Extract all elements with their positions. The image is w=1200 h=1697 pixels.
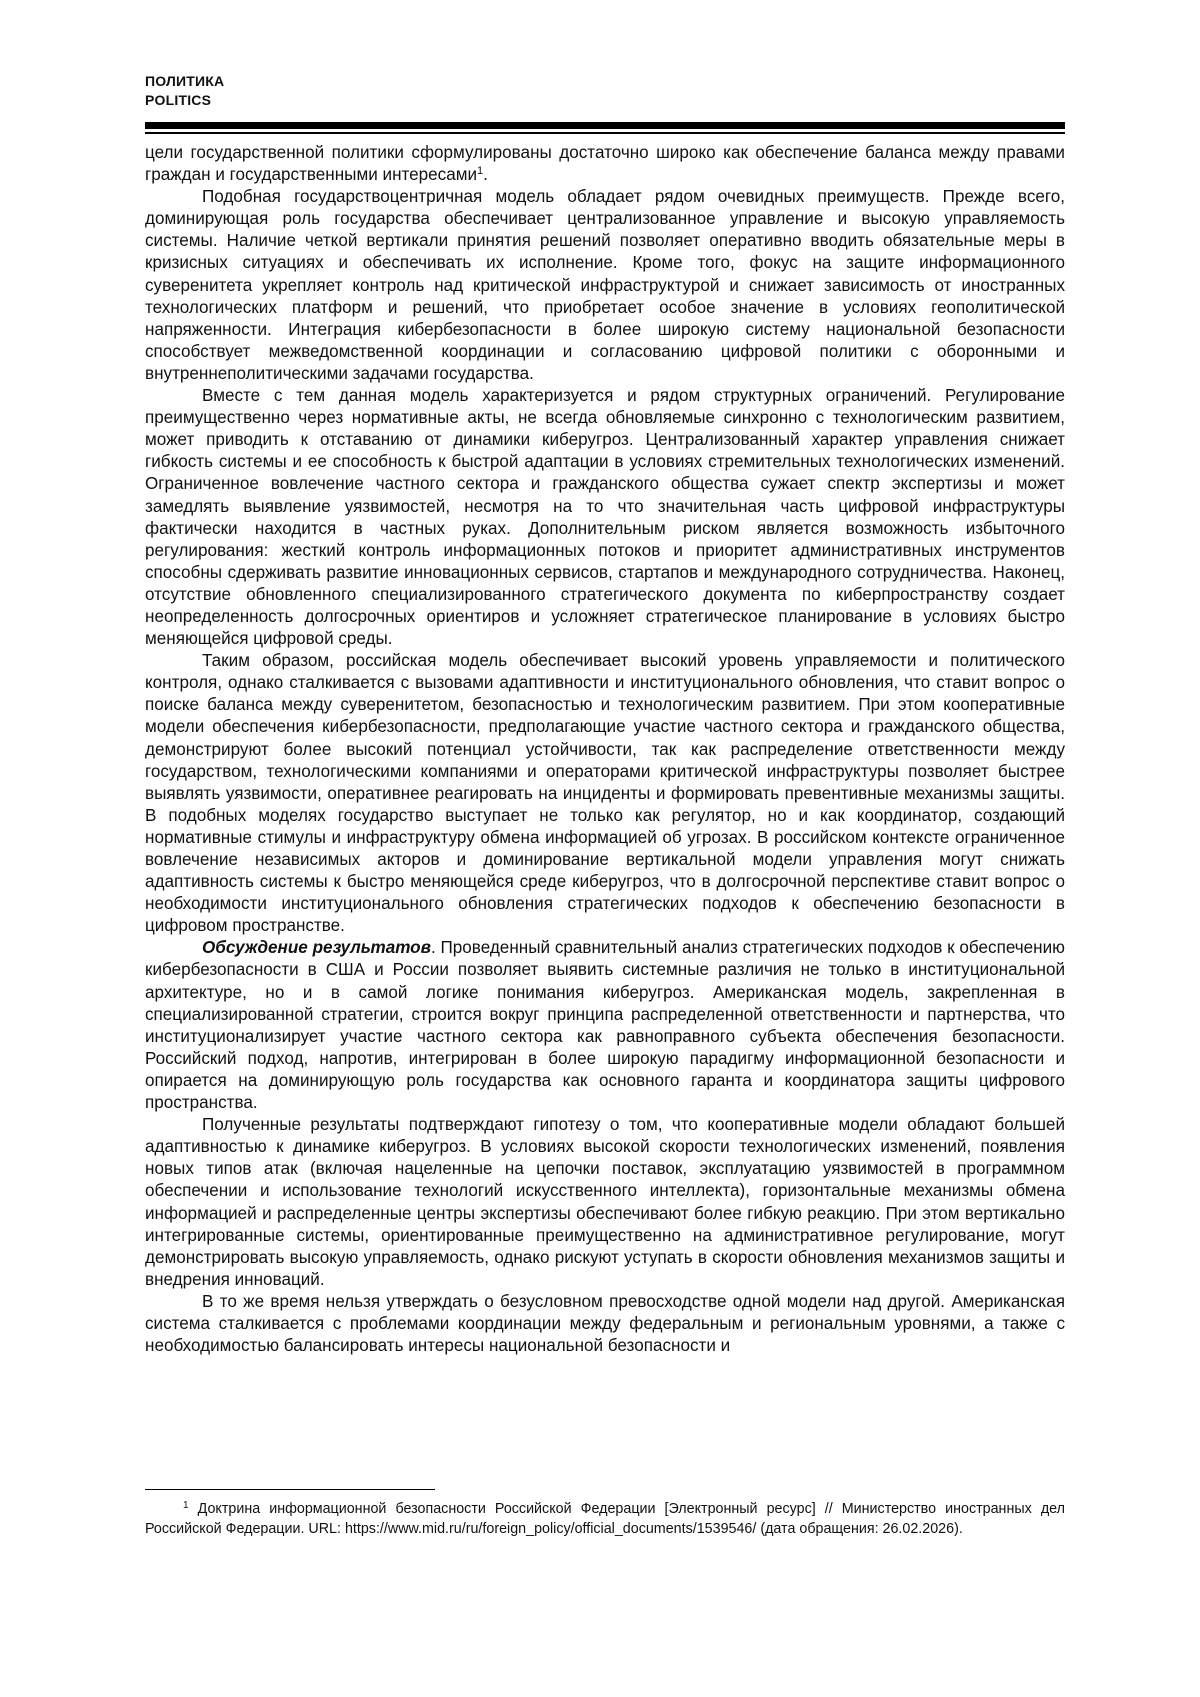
- paragraph-6: Полученные результаты подтверждают гипотезу о том, что кооперативные модели обладают большей адаптивностью к динамике киберугроз. В условиях высокой скорости технологических изменений, появления новых типов атак (включая нацеленные на цепочки поставок, эксплуатацию уязвимостей в программном обеспечении и использование технологий искусственного интеллекта), горизонтальные механизмы обмена информацией и распределенные центры экспертизы обеспечивают более гибкую реакцию. При этом вертикально интегрированные системы, ориентированные преимущественно на административное регулирование, могут демонстрировать высокую управляемость, однако рискуют уступать в скорости обновления механизмов защиты и внедрения инноваций.: [145, 1115, 1065, 1289]
- running-header: [145, 72, 1065, 110]
- paragraph-1: [145, 142, 1065, 186]
- paragraph-5-text: . Проведенный сравнительный анализ стратегических подходов к обеспечению кибербезопасности в США и России позволяет выявить системные различия не только в институциональной архитектуре, но и в самой логике понимания киберугроз. Американская модель, закрепленная в специализированной стратегии, строится вокруг принципа распределенной ответственности и партнерства, что институционализирует участие частного сектора как равноправного субъекта обеспечения безопасности. Российский подход, напротив, интегрирован в более широкую парадигму информационной безопасности и опирается на доминирующую роль государства как основного гаранта и координатора защиты цифрового пространства.: [145, 938, 1065, 1113]
- paragraph-3: Вместе с тем данная модель характеризуется и рядом структурных ограничений. Регулирование преимущественно через нормативные акты, не всегда обновляемые синхронно с технологическим развитием, может приводить к отставанию от динамики киберугроз. Централизованный характер управления снижает гибкость системы и ее способность к быстрой адаптации в условиях стремительных технологических изменений. Ограниченное вовлечение частного сектора и гражданского общества сужает спектр экспертизы и может замедлять выявление уязвимостей, несмотря на то что значительная часть цифровой инфраструктуры фактически находится в частных руках. Дополнительным риском является возможность избыточного регулирования: жесткий контроль информационных потоков и приоритет административных инструментов способны сдерживать развитие инновационных сервисов, стартапов и международного сотрудничества. Наконец, отсутствие обновленного специализированного стратегического документа по киберпространству создает неопределенность долгосрочных ориентиров и усложняет стратегическое планирование в условиях быстро меняющейся цифровой среды.: [145, 386, 1065, 649]
- footnote-ref-1: 1: [477, 165, 484, 178]
- footnote-text: Доктрина информационной безопасности Российской Федерации [Электронный ресурс] // Министерство иностранных дел Российской Федерации. URL: https://www.mid.ru/ru/foreign_policy/official_documents/1539546/ (дата обращения: 26.02.2026).: [145, 1501, 1065, 1537]
- footnote-1: [145, 1499, 1065, 1539]
- header-rule-thick: [145, 122, 1065, 129]
- header-rule-thin: [145, 132, 1065, 134]
- discussion-heading: Обсуждение результатов: [202, 938, 431, 958]
- footnote-separator: [145, 1489, 435, 1490]
- section-title-ru: ПОЛИТИКА: [145, 73, 225, 89]
- footnote-number: 1: [183, 1500, 189, 1511]
- paragraph-2: Подобная государствоцентричная модель обладает рядом очевидных преимуществ. Прежде всего, доминирующая роль государства обеспечивает централизованное управление и высокую управляемость системы. Наличие четкой вертикали принятия решений позволяет оперативно вводить обязательные меры в кризисных ситуациях и обеспечивать их исполнение. Кроме того, фокус на защите информационного суверенитета укрепляет контроль над критической инфраструктурой и снижает зависимость от иностранных технологических платформ и решений, что приобретает особое значение в условиях геополитической напряженности. Интеграция кибербезопасности в более широкую систему национальной безопасности способствует межведомственной координации и согласованию цифровой политики с оборонными и внутреннеполитическими задачами государства.: [145, 187, 1065, 383]
- paragraph-7: В то же время нельзя утверждать о безусловном превосходстве одной модели над другой. Американская система сталкивается с проблемами координации между федеральным и региональным уровнями, а также с необходимостью балансировать интересы национальной безопасности и: [145, 1291, 1065, 1356]
- section-title-en: POLITICS: [145, 92, 212, 108]
- paragraph-5: [145, 937, 1065, 1114]
- paragraph-4: Таким образом, российская модель обеспечивает высокий уровень управляемости и политического контроля, однако сталкивается с вызовами адаптивности и институционального обновления, что ставит вопрос о поиске баланса между суверенитетом, безопасностью и технологическим развитием. При этом кооперативные модели обеспечения кибербезопасности, предполагающие участие частного сектора и гражданского общества, демонстрируют более высокий потенциал устойчивости, так как распределение ответственности между государством, технологическими компаниями и операторами критической инфраструктуры позволяет быстрее выявлять уязвимости, оперативнее реагировать на инциденты и формировать превентивные механизмы защиты. В подобных моделях государство выступает не только как регулятор, но и как координатор, создающий нормативные стимулы и инфраструктуру обмена информацией об угрозах. В российском контексте ограниченное вовлечение независимых акторов и доминирование вертикальной модели управления могут снижать адаптивность системы к быстро меняющейся среде киберугроз, что в долгосрочной перспективе ставит вопрос о необходимости институционального обновления стратегических подходов к обеспечению безопасности в цифровом пространстве.: [145, 651, 1065, 936]
- paragraph-1-end: .: [483, 165, 488, 185]
- article-body: [145, 142, 1065, 1357]
- paragraph-1-text: цели государственной политики сформулированы достаточно широко как обеспечение баланса между правами граждан и государственными интересами: [145, 143, 1065, 185]
